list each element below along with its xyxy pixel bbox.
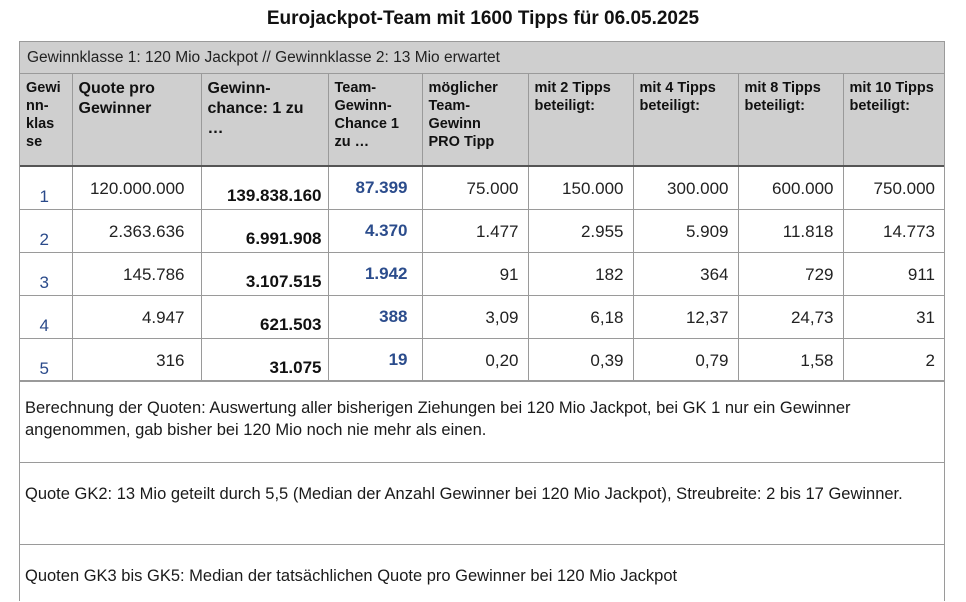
note-text: Berechnung der Quoten: Auswertung aller bisherigen Ziehungen bei 120 Mio Jackpot, bei GK 1 nur ein Gewinner angenommen, gab bisher bei 120 Mio noch nie mehr als einen. <box>25 399 851 439</box>
cell-8-tipps: 600.000 <box>738 166 843 209</box>
table-row <box>20 338 944 381</box>
cell-2-tipps: 0,39 <box>528 338 633 381</box>
header-10-tipps: mit 10 Tipps beteiligt: <box>843 74 944 166</box>
cell-4-tipps: 5.909 <box>633 209 738 252</box>
cell-pro-tipp: 91 <box>422 252 528 295</box>
cell-quote: 120.000.000 <box>72 166 201 209</box>
table-row <box>20 252 944 295</box>
note-berechnung <box>20 380 944 462</box>
cell-gewinnchance: 139.838.160 <box>201 166 328 209</box>
cell-4-tipps: 0,79 <box>633 338 738 381</box>
cell-4-tipps: 300.000 <box>633 166 738 209</box>
header-quote: Quote pro Gewinner <box>72 74 201 166</box>
header-row <box>20 74 944 166</box>
cell-gewinnklasse: 4 <box>20 295 72 338</box>
odds-table <box>20 74 944 382</box>
header-team-chance: Team- Gewinn- Chance 1 zu … <box>328 74 422 166</box>
cell-team-chance: 4.370 <box>328 209 422 252</box>
content-frame <box>19 41 945 601</box>
cell-quote: 2.363.636 <box>72 209 201 252</box>
table-row <box>20 295 944 338</box>
cell-team-chance: 388 <box>328 295 422 338</box>
cell-2-tipps: 6,18 <box>528 295 633 338</box>
table-row <box>20 209 944 252</box>
header-4-tipps: mit 4 Tipps beteiligt: <box>633 74 738 166</box>
cell-4-tipps: 364 <box>633 252 738 295</box>
header-gewinnchance: Gewinn- chance: 1 zu … <box>201 74 328 166</box>
cell-pro-tipp: 0,20 <box>422 338 528 381</box>
cell-gewinnklasse: 3 <box>20 252 72 295</box>
cell-team-chance: 1.942 <box>328 252 422 295</box>
cell-2-tipps: 150.000 <box>528 166 633 209</box>
cell-quote: 4.947 <box>72 295 201 338</box>
header-8-tipps: mit 8 Tipps beteiligt: <box>738 74 843 166</box>
note-quoten-gk3-5 <box>20 544 944 602</box>
note-text: Quoten GK3 bis GK5: Median der tatsächlichen Quote pro Gewinner bei 120 Mio Jackpot <box>25 567 678 585</box>
cell-10-tipps: 750.000 <box>843 166 944 209</box>
jackpot-banner: Gewinnklasse 1: 120 Mio Jackpot // Gewinnklasse 2: 13 Mio erwartet <box>20 42 944 74</box>
cell-pro-tipp: 1.477 <box>422 209 528 252</box>
cell-2-tipps: 182 <box>528 252 633 295</box>
cell-10-tipps: 2 <box>843 338 944 381</box>
note-text: Quote GK2: 13 Mio geteilt durch 5,5 (Median der Anzahl Gewinner bei 120 Mio Jackpot), Streubreite: 2 bis 17 Gewinner. <box>25 485 903 503</box>
cell-gewinnchance: 621.503 <box>201 295 328 338</box>
table-row <box>20 166 944 209</box>
cell-pro-tipp: 75.000 <box>422 166 528 209</box>
page-title: Eurojackpot-Team mit 1600 Tipps für 06.05.2025 <box>266 8 700 29</box>
note-quote-gk2 <box>20 462 944 544</box>
cell-10-tipps: 911 <box>843 252 944 295</box>
cell-gewinnchance: 31.075 <box>201 338 328 381</box>
cell-8-tipps: 24,73 <box>738 295 843 338</box>
cell-team-chance: 19 <box>328 338 422 381</box>
cell-gewinnchance: 3.107.515 <box>201 252 328 295</box>
cell-2-tipps: 2.955 <box>528 209 633 252</box>
cell-8-tipps: 1,58 <box>738 338 843 381</box>
header-2-tipps: mit 2 Tipps beteiligt: <box>528 74 633 166</box>
header-gewinnklasse: Gewi nn- klas se <box>20 74 72 166</box>
cell-quote: 316 <box>72 338 201 381</box>
cell-10-tipps: 31 <box>843 295 944 338</box>
cell-4-tipps: 12,37 <box>633 295 738 338</box>
header-pro-tipp: möglicher Team- Gewinn PRO Tipp <box>422 74 528 166</box>
cell-gewinnklasse: 2 <box>20 209 72 252</box>
cell-gewinnchance: 6.991.908 <box>201 209 328 252</box>
cell-8-tipps: 729 <box>738 252 843 295</box>
cell-quote: 145.786 <box>72 252 201 295</box>
cell-pro-tipp: 3,09 <box>422 295 528 338</box>
cell-team-chance: 87.399 <box>328 166 422 209</box>
cell-gewinnklasse: 5 <box>20 338 72 381</box>
cell-gewinnklasse: 1 <box>20 166 72 209</box>
cell-10-tipps: 14.773 <box>843 209 944 252</box>
cell-8-tipps: 11.818 <box>738 209 843 252</box>
